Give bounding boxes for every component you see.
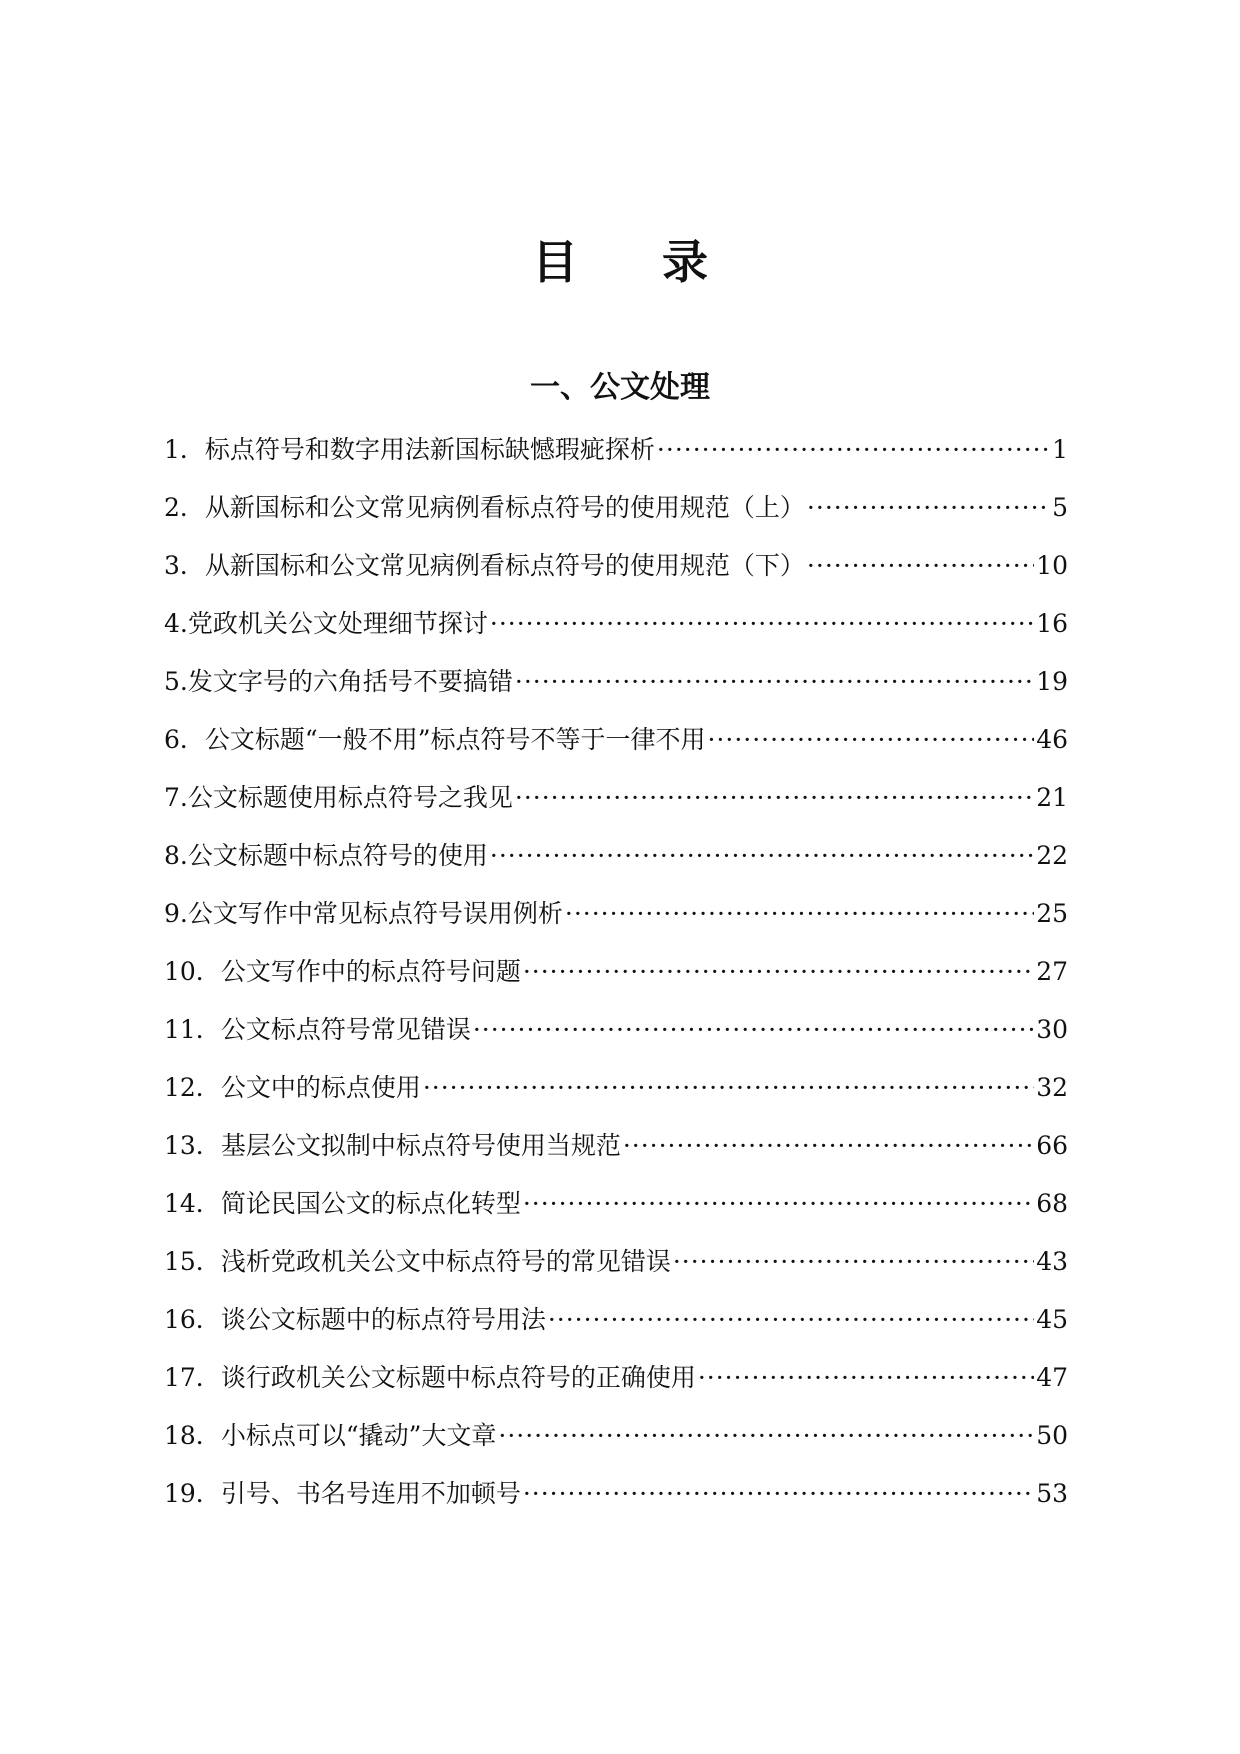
toc-entry[interactable] [164, 1298, 1068, 1356]
section-heading: 一、公文处理 [530, 370, 710, 405]
toc-entry-number: 13． [164, 1131, 221, 1160]
toc-entry-page-number: 46 [1036, 725, 1068, 754]
toc-entry-title: 从新国标和公文常见病例看标点符号的使用规范（下） [204, 551, 805, 580]
dot-leader [698, 1356, 1034, 1400]
dot-leader [523, 1182, 1034, 1226]
toc-entry-page-number: 53 [1036, 1479, 1068, 1508]
dot-leader [523, 1472, 1034, 1516]
toc-entry-page-number: 45 [1036, 1305, 1068, 1334]
toc-title: 目 录 [531, 235, 742, 289]
toc-entry-title: 简论民国公文的标点化转型 [220, 1189, 521, 1218]
toc-entry-title: 公文标题使用标点符号之我见 [187, 783, 513, 812]
toc-entry-number: 12． [164, 1073, 221, 1102]
toc-entry-title: 公文写作中的标点符号问题 [220, 957, 521, 986]
toc-entry-number: 9. [164, 899, 188, 928]
toc-entry-page-number: 27 [1036, 957, 1068, 986]
toc-entry-page-number: 47 [1036, 1363, 1068, 1392]
toc-entry-number: 11． [164, 1015, 221, 1044]
toc-entry-title: 引号、书名号连用不加顿号 [220, 1479, 521, 1508]
dot-leader [548, 1298, 1034, 1342]
toc-entry-title: 从新国标和公文常见病例看标点符号的使用规范（上） [204, 493, 805, 522]
toc-entry[interactable] [164, 1472, 1068, 1530]
toc-entry[interactable] [164, 428, 1068, 486]
toc-entry-title: 发文字号的六角括号不要搞错 [187, 667, 513, 696]
toc-entry-title: 谈公文标题中的标点符号用法 [220, 1305, 546, 1334]
toc-entry[interactable] [164, 1008, 1068, 1066]
toc-entry[interactable] [164, 776, 1068, 834]
toc-entry-page-number: 16 [1036, 609, 1068, 638]
toc-entry-page-number: 19 [1036, 667, 1068, 696]
toc-entry-page-number: 30 [1036, 1015, 1068, 1044]
dot-leader [515, 660, 1034, 704]
toc-entry-page-number: 66 [1036, 1131, 1068, 1160]
toc-entry-page-number: 43 [1036, 1247, 1068, 1276]
toc-entry-number: 14． [164, 1189, 221, 1218]
toc-entry-title: 公文写作中常见标点符号误用例析 [187, 899, 563, 928]
toc-entry[interactable] [164, 1182, 1068, 1240]
dot-leader [673, 1240, 1034, 1284]
toc-entry[interactable] [164, 660, 1068, 718]
toc-entry-number: 8. [164, 841, 188, 870]
toc-entry[interactable] [164, 544, 1068, 602]
toc-entry[interactable] [164, 1414, 1068, 1472]
dot-leader [623, 1124, 1034, 1168]
dot-leader [523, 950, 1034, 994]
toc-entry-title: 标点符号和数字用法新国标缺憾瑕疵探析 [204, 435, 655, 464]
toc-entry[interactable] [164, 718, 1068, 776]
toc-entry-page-number: 32 [1036, 1073, 1068, 1102]
toc-entry-title: 浅析党政机关公文中标点符号的常见错误 [220, 1247, 671, 1276]
toc-entry-page-number: 5 [1052, 493, 1068, 522]
dot-leader [423, 1066, 1034, 1110]
toc-entry-number: 15． [164, 1247, 221, 1276]
toc-entry[interactable] [164, 892, 1068, 950]
toc-entry-number: 5. [164, 667, 188, 696]
toc-entry-title: 公文标点符号常见错误 [220, 1015, 471, 1044]
toc-entry-title: 谈行政机关公文标题中标点符号的正确使用 [220, 1363, 696, 1392]
dot-leader [657, 428, 1050, 472]
dot-leader [473, 1008, 1034, 1052]
toc-entry-title: 公文中的标点使用 [220, 1073, 421, 1102]
dot-leader [707, 718, 1034, 762]
dot-leader [498, 1414, 1034, 1458]
dot-leader [515, 776, 1034, 820]
toc-entry-number: 6． [164, 725, 205, 754]
toc-entry-number: 1． [164, 435, 205, 464]
toc-entry[interactable] [164, 602, 1068, 660]
toc-entry-page-number: 22 [1036, 841, 1068, 870]
dot-leader [565, 892, 1034, 936]
toc-entry[interactable] [164, 834, 1068, 892]
toc-entry-number: 18． [164, 1421, 221, 1450]
toc-entry-number: 4. [164, 609, 188, 638]
toc-entry-number: 2． [164, 493, 205, 522]
dot-leader [490, 834, 1034, 878]
toc-entry-number: 7. [164, 783, 188, 812]
toc-entry-number: 17． [164, 1363, 221, 1392]
toc-entry-title: 党政机关公文处理细节探讨 [187, 609, 488, 638]
toc-entry-title: 公文标题“一般不用”标点符号不等于一律不用 [204, 725, 706, 754]
toc-entry-page-number: 1 [1052, 435, 1068, 464]
toc-entry-page-number: 25 [1036, 899, 1068, 928]
toc-entry-title: 小标点可以“撬动”大文章 [220, 1421, 497, 1450]
dot-leader [490, 602, 1034, 646]
toc-entry-number: 19． [164, 1479, 221, 1508]
toc-entry-title: 公文标题中标点符号的使用 [187, 841, 488, 870]
toc-entry[interactable] [164, 950, 1068, 1008]
toc-entry[interactable] [164, 1066, 1068, 1124]
toc-entry[interactable] [164, 1240, 1068, 1298]
toc-entry-page-number: 21 [1036, 783, 1068, 812]
toc-list [164, 428, 1068, 1530]
toc-entry-number: 3． [164, 551, 205, 580]
toc-entry[interactable] [164, 486, 1068, 544]
toc-entry[interactable] [164, 1356, 1068, 1414]
toc-entry-page-number: 68 [1036, 1189, 1068, 1218]
dot-leader [807, 544, 1034, 588]
toc-entry-page-number: 50 [1036, 1421, 1068, 1450]
dot-leader [807, 486, 1050, 530]
toc-entry-title: 基层公文拟制中标点符号使用当规范 [220, 1131, 621, 1160]
toc-entry-number: 10． [164, 957, 221, 986]
toc-entry-number: 16． [164, 1305, 221, 1334]
toc-entry[interactable] [164, 1124, 1068, 1182]
toc-entry-page-number: 10 [1036, 551, 1068, 580]
